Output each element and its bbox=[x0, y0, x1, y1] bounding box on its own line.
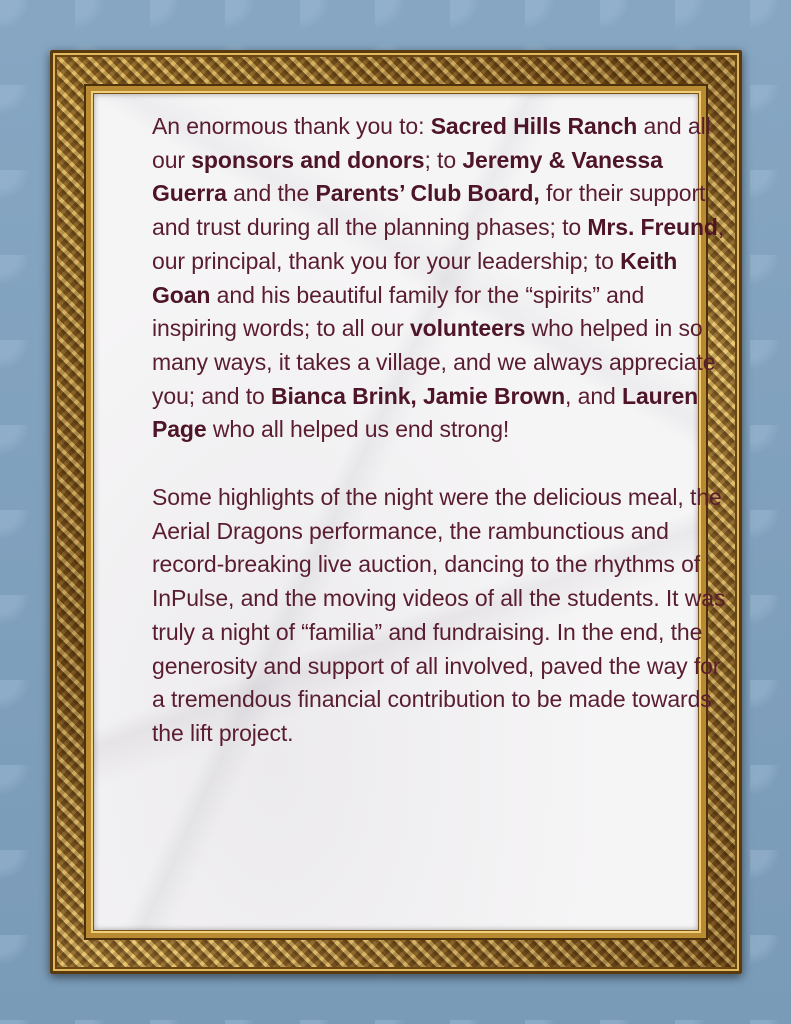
bold-name: Bianca Brink, Jamie Brown bbox=[271, 382, 566, 409]
bold-name: Sacred Hills Ranch bbox=[430, 113, 638, 139]
text-run: and the bbox=[226, 180, 316, 207]
text-run: and all our bbox=[152, 113, 711, 173]
text-run: for their support and trust during all the planning phases; to bbox=[152, 180, 706, 241]
thank-you-text bbox=[152, 110, 732, 751]
text-run: , and bbox=[565, 382, 622, 409]
bold-name: Parents’ Club Board, bbox=[315, 180, 540, 207]
text-run: ; to bbox=[424, 146, 463, 173]
bold-name: volunteers bbox=[409, 315, 526, 342]
text-run: An enormous thank you to: bbox=[152, 113, 431, 139]
text-run: who all helped us end strong! bbox=[206, 416, 510, 443]
highlights-paragraph: Some highlights of the night were the delicious meal, the Aerial Dragons performance, the rambunctious and record-breaking live auction, dancing to the rhythms of InPulse, and the moving videos of all the students. It was truly a night of “familia” and fundraising. In the end, the generosity and support of all involved, paved the way for a tremendous financial contribution to be made towards the lift project. bbox=[152, 484, 726, 746]
text-run: , our principal, thank you for your leadership; to bbox=[152, 214, 725, 274]
text-run: who helped in so many ways, it takes a village, and we always appreciate you; and to bbox=[152, 315, 716, 409]
bold-name: Mrs. Freund bbox=[587, 214, 718, 241]
marble-text-panel bbox=[94, 94, 726, 930]
ornate-gold-frame bbox=[50, 50, 742, 974]
bold-name: Lauren Page bbox=[152, 382, 699, 443]
text-run: and his beautiful family for the “spirits” and inspiring words; to all our bbox=[152, 281, 645, 342]
bold-name: Jeremy & Vanessa Guerra bbox=[152, 146, 663, 207]
thank-you-paragraph bbox=[152, 110, 732, 447]
bold-name: sponsors and donors bbox=[191, 146, 425, 173]
bold-name: Keith Goan bbox=[152, 247, 678, 308]
